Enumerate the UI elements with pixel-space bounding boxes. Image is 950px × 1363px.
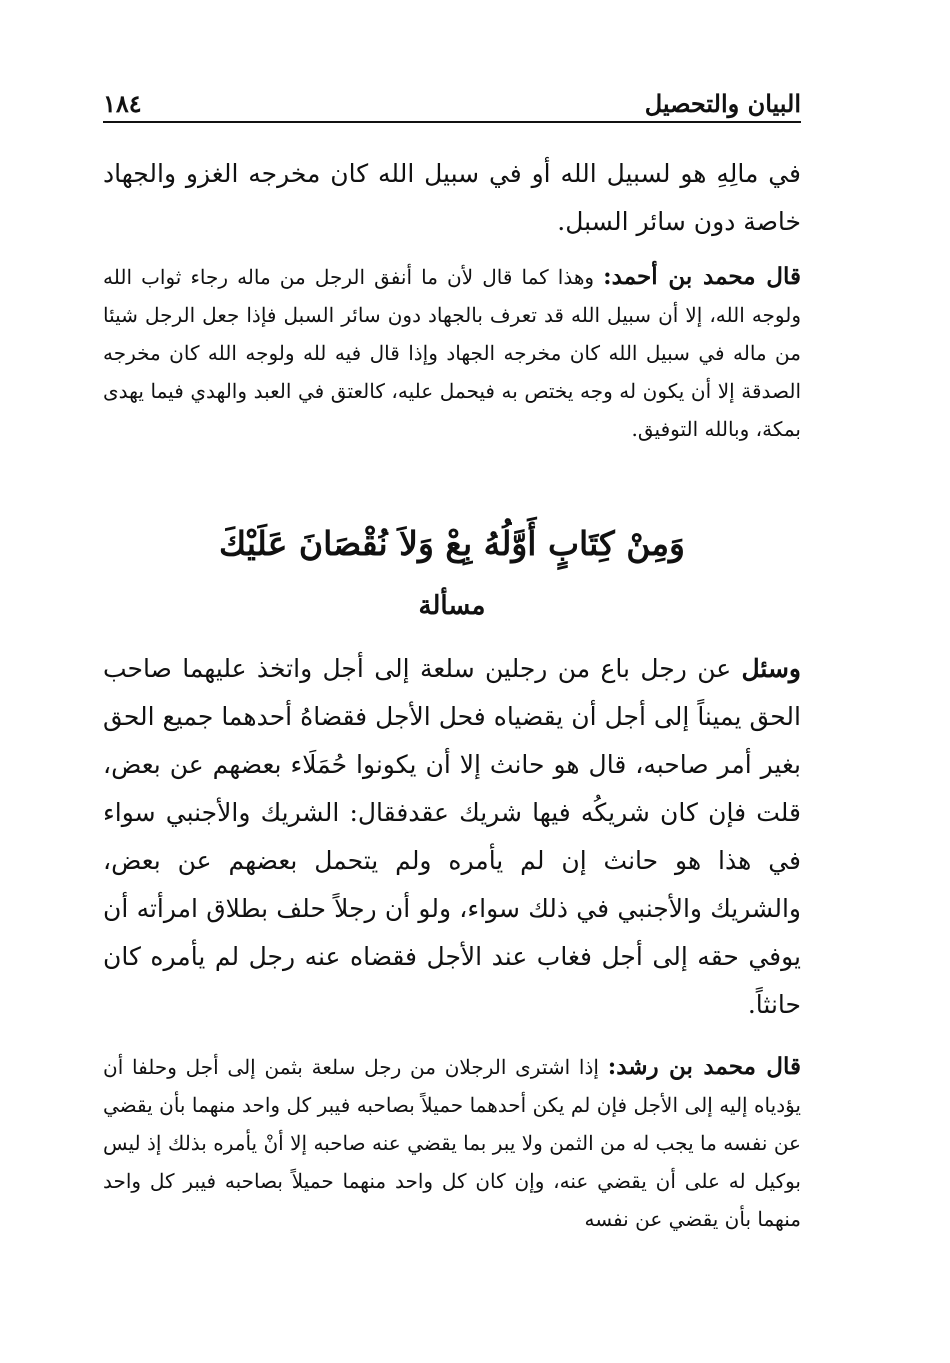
paragraph-2-text: وهذا كما قال لأن ما أنفق الرجل من ماله رجاء ثواب الله ولوجه الله، إلا أن سبيل الله قد تعرف بالجهاد دون سائر السبل فإذا جعل الرجل شيئا من ماله في سبيل الله كان مخرجه الجهاد وإذا قال فيه لله ولوجه الله كان مخرجه الصدقة إلا أن يكون له وجه يختص به فيحمل عليه، كالعتق في العبد والهدي فيما يهدى بمكة، وبالله التوفيق. [103,265,801,441]
section-heading: مسألة [418,591,486,621]
page-header [103,80,801,118]
paragraph-1: في مالِهِ هو لسبيل الله أو في سبيل الله كان مخرجه الغزو والجهاد خاصة دون سائر السبل. [103,159,801,236]
header-rule [103,121,801,123]
speaker-label-2: قال محمد بن رشد: [607,1053,802,1080]
paragraph-2 [103,258,801,448]
speaker-label: قال محمد بن أحمد: [603,263,801,290]
paragraph-4-text: إذا اشترى الرجلان من رجل سلعة بثمن إلى أجل وحلفا أن يؤدياه إليه إلى الأجل فإن لم يكن أحدهما حميلاً بصاحبه فيبر كل واحد منهما بأن يقضي عن نفسه ما يجب له من الثمن ولا يبر بما يقضي عنه صاحبه إلا أنْ يأمره بذلك إذ ليس بوكيل له على أن يقضي عنه، وإن كان كل واحد منهما حميلاً بصاحبه فيبر كل واحد منهما بأن يقضي عن نفسه [103,1055,801,1231]
paragraph-4 [103,1048,801,1238]
paragraph-3-text: عن رجل باع من رجلين سلعة إلى أجل واتخذ عليهما صاحب الحق يميناً إلى أجل أن يقضياه فحل الأجل فقضاهُ أحدهما جميع الحق بغير أمر صاحبه، قال هو حانث إلا أن يكونوا حُمَلَاء بعضهم عن بعض، قلت فإن كان شريكُه فيها شريك عقدفقال: الشريك والأجنبي سواء في هذا هو حانث إن لم يأمره ولم يتحمل بعضهم عن بعض، والشريك والأجنبي في ذلك سواء، ولو أن رجلاً حلف بطلاق امرأته أن يوفي حقه إلى أجل فغاب عند الأجل فقضاه عنه رجل لم يأمره كان حانثاً. [103,654,801,1019]
chapter-heading: وَمِنْ كِتَابٍ أَوَّلُهُ بِعْ وَلاَ نُقْصَانَ عَلَيْكَ [219,524,685,563]
paragraph-3 [103,645,801,1029]
book-title: البيان والتحصيل [644,89,801,118]
page-number: ١٨٤ [103,89,142,118]
lead-word: وسئل [741,654,801,683]
